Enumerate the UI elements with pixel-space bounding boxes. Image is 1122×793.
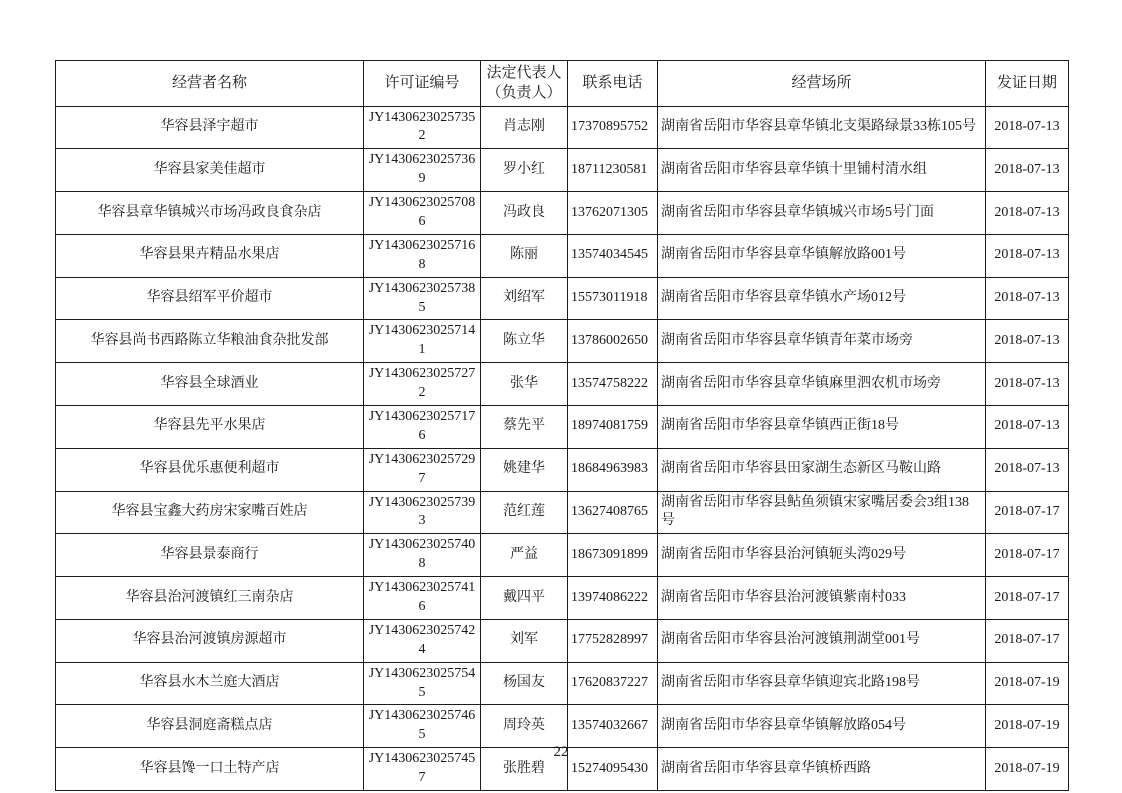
header-operator-name: 经营者名称 <box>56 61 364 107</box>
table-row <box>56 320 1069 363</box>
cell-phone: 18711230581 <box>568 149 658 192</box>
cell-representative: 冯政良 <box>481 192 568 235</box>
cell-phone: 13786002650 <box>568 320 658 363</box>
cell-representative: 范红莲 <box>481 491 568 534</box>
cell-phone: 13627408765 <box>568 491 658 534</box>
cell-representative: 张华 <box>481 363 568 406</box>
cell-operator-name: 华容县水木兰庭大酒店 <box>56 662 364 705</box>
cell-license-no: JY14306230257141 <box>364 320 481 363</box>
cell-license-no: JY14306230257272 <box>364 363 481 406</box>
table-row <box>56 234 1069 277</box>
cell-license-no: JY14306230257545 <box>364 662 481 705</box>
header-phone: 联系电话 <box>568 61 658 107</box>
table-row <box>56 705 1069 748</box>
table-row <box>56 491 1069 534</box>
cell-issue-date: 2018-07-17 <box>986 491 1069 534</box>
cell-license-no: JY14306230257424 <box>364 619 481 662</box>
cell-issue-date: 2018-07-13 <box>986 192 1069 235</box>
cell-operator-name: 华容县果卉精品水果店 <box>56 234 364 277</box>
cell-phone: 13574034545 <box>568 234 658 277</box>
cell-issue-date: 2018-07-17 <box>986 619 1069 662</box>
cell-issue-date: 2018-07-13 <box>986 149 1069 192</box>
cell-address: 湖南省岳阳市华容县章华镇青年菜市场旁 <box>658 320 986 363</box>
cell-operator-name: 华容县治河渡镇红三南杂店 <box>56 577 364 620</box>
cell-license-no: JY14306230257393 <box>364 491 481 534</box>
table-row <box>56 363 1069 406</box>
cell-operator-name: 华容县优乐惠便利超市 <box>56 448 364 491</box>
cell-representative: 戴四平 <box>481 577 568 620</box>
cell-operator-name: 华容县泽宇超市 <box>56 106 364 149</box>
cell-address: 湖南省岳阳市华容县章华镇西正街18号 <box>658 405 986 448</box>
cell-phone: 17620837227 <box>568 662 658 705</box>
cell-phone: 13974086222 <box>568 577 658 620</box>
table-row <box>56 662 1069 705</box>
cell-issue-date: 2018-07-13 <box>986 363 1069 406</box>
cell-representative: 刘绍军 <box>481 277 568 320</box>
cell-phone: 13762071305 <box>568 192 658 235</box>
cell-license-no: JY14306230257352 <box>364 106 481 149</box>
cell-phone: 18684963983 <box>568 448 658 491</box>
cell-license-no: JY14306230257086 <box>364 192 481 235</box>
cell-issue-date: 2018-07-13 <box>986 234 1069 277</box>
table-header-row <box>56 61 1069 107</box>
cell-address: 湖南省岳阳市华容县章华镇北支渠路绿景33栋105号 <box>658 106 986 149</box>
cell-issue-date: 2018-07-19 <box>986 662 1069 705</box>
cell-operator-name: 华容县景泰商行 <box>56 534 364 577</box>
table-row <box>56 448 1069 491</box>
cell-address: 湖南省岳阳市华容县章华镇十里铺村清水组 <box>658 149 986 192</box>
cell-license-no: JY14306230257385 <box>364 277 481 320</box>
table-row <box>56 405 1069 448</box>
cell-representative: 周玲英 <box>481 705 568 748</box>
cell-operator-name: 华容县尚书西路陈立华粮油食杂批发部 <box>56 320 364 363</box>
cell-phone: 18673091899 <box>568 534 658 577</box>
cell-issue-date: 2018-07-17 <box>986 534 1069 577</box>
cell-phone: 17370895752 <box>568 106 658 149</box>
cell-phone: 15573011918 <box>568 277 658 320</box>
cell-address: 湖南省岳阳市华容县章华镇迎宾北路198号 <box>658 662 986 705</box>
table-row <box>56 106 1069 149</box>
cell-representative: 肖志刚 <box>481 106 568 149</box>
cell-license-no: JY14306230257176 <box>364 405 481 448</box>
cell-representative: 罗小红 <box>481 149 568 192</box>
cell-phone: 17752828997 <box>568 619 658 662</box>
cell-license-no: JY14306230257408 <box>364 534 481 577</box>
cell-issue-date: 2018-07-13 <box>986 405 1069 448</box>
cell-representative: 张胜碧 <box>481 748 568 791</box>
cell-issue-date: 2018-07-13 <box>986 277 1069 320</box>
cell-address: 湖南省岳阳市华容县章华镇解放路054号 <box>658 705 986 748</box>
cell-address: 湖南省岳阳市华容县鲇鱼须镇宋家嘴居委会3组138号 <box>658 491 986 534</box>
table-row <box>56 577 1069 620</box>
cell-operator-name: 华容县洞庭斋糕点店 <box>56 705 364 748</box>
page-number: 22 <box>553 744 569 760</box>
cell-representative: 姚建华 <box>481 448 568 491</box>
cell-address: 湖南省岳阳市华容县章华镇城兴市场5号门面 <box>658 192 986 235</box>
cell-representative: 刘军 <box>481 619 568 662</box>
cell-issue-date: 2018-07-19 <box>986 748 1069 791</box>
cell-representative: 陈丽 <box>481 234 568 277</box>
cell-address: 湖南省岳阳市华容县章华镇解放路001号 <box>658 234 986 277</box>
cell-phone: 13574758222 <box>568 363 658 406</box>
header-license-no: 许可证编号 <box>364 61 481 107</box>
cell-phone: 13574032667 <box>568 705 658 748</box>
cell-operator-name: 华容县章华镇城兴市场冯政良食杂店 <box>56 192 364 235</box>
header-issue-date: 发证日期 <box>986 61 1069 107</box>
cell-representative: 陈立华 <box>481 320 568 363</box>
cell-issue-date: 2018-07-17 <box>986 577 1069 620</box>
cell-phone: 15274095430 <box>568 748 658 791</box>
cell-operator-name: 华容县绍军平价超市 <box>56 277 364 320</box>
cell-operator-name: 华容县馋一口土特产店 <box>56 748 364 791</box>
table-row <box>56 149 1069 192</box>
table-row <box>56 534 1069 577</box>
cell-address: 湖南省岳阳市华容县章华镇水产场012号 <box>658 277 986 320</box>
cell-address: 湖南省岳阳市华容县田家湖生态新区马鞍山路 <box>658 448 986 491</box>
cell-issue-date: 2018-07-13 <box>986 106 1069 149</box>
cell-operator-name: 华容县家美佳超市 <box>56 149 364 192</box>
header-business-address: 经营场所 <box>658 61 986 107</box>
cell-license-no: JY14306230257369 <box>364 149 481 192</box>
cell-address: 湖南省岳阳市华容县治河渡镇荆湖堂001号 <box>658 619 986 662</box>
cell-operator-name: 华容县先平水果店 <box>56 405 364 448</box>
header-legal-representative: 法定代表人（负责人） <box>481 61 568 107</box>
cell-operator-name: 华容县治河渡镇房源超市 <box>56 619 364 662</box>
cell-address: 湖南省岳阳市华容县治河渡镇紫南村033 <box>658 577 986 620</box>
table-row <box>56 277 1069 320</box>
cell-operator-name: 华容县全球酒业 <box>56 363 364 406</box>
table-row <box>56 192 1069 235</box>
cell-license-no: JY14306230257457 <box>364 748 481 791</box>
cell-issue-date: 2018-07-19 <box>986 705 1069 748</box>
cell-representative: 严益 <box>481 534 568 577</box>
license-registry-table <box>55 60 1069 791</box>
cell-operator-name: 华容县宝鑫大药房宋家嘴百姓店 <box>56 491 364 534</box>
cell-address: 湖南省岳阳市华容县治河镇轭头湾029号 <box>658 534 986 577</box>
cell-representative: 杨国友 <box>481 662 568 705</box>
cell-license-no: JY14306230257168 <box>364 234 481 277</box>
cell-address: 湖南省岳阳市华容县章华镇麻里泗农机市场旁 <box>658 363 986 406</box>
cell-license-no: JY14306230257297 <box>364 448 481 491</box>
table-row <box>56 619 1069 662</box>
cell-license-no: JY14306230257416 <box>364 577 481 620</box>
cell-issue-date: 2018-07-13 <box>986 320 1069 363</box>
cell-license-no: JY14306230257465 <box>364 705 481 748</box>
cell-phone: 18974081759 <box>568 405 658 448</box>
cell-representative: 蔡先平 <box>481 405 568 448</box>
cell-address: 湖南省岳阳市华容县章华镇桥西路 <box>658 748 986 791</box>
cell-issue-date: 2018-07-13 <box>986 448 1069 491</box>
